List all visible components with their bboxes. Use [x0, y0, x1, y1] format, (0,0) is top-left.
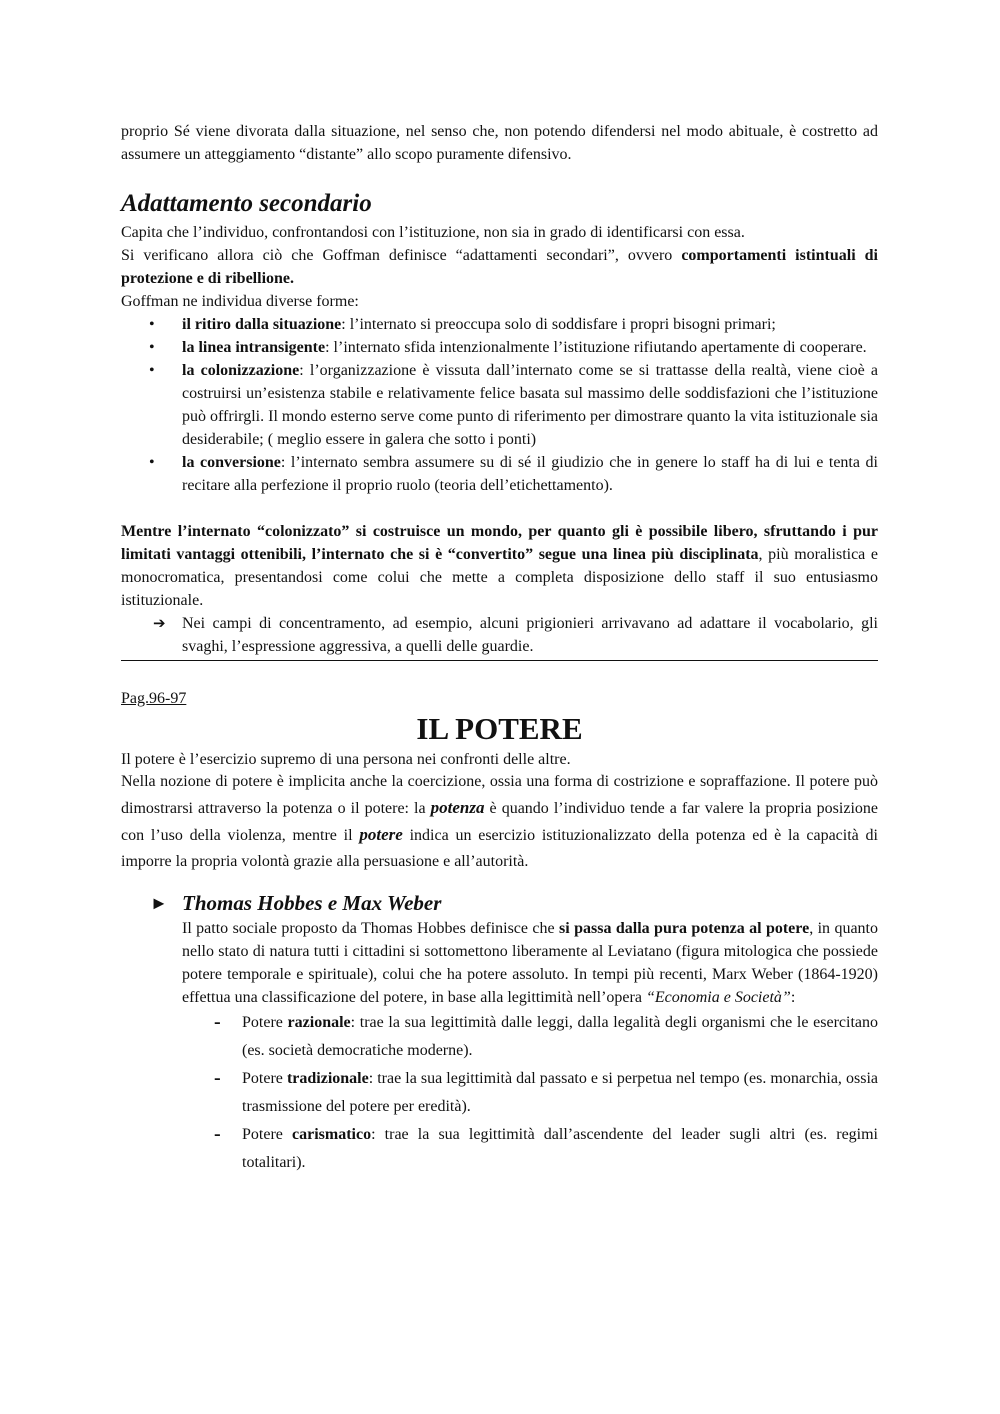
adattamento-p2-bold: comportamenti istintuali di protezione e di ribellione. [121, 247, 879, 287]
page-content [121, 120, 878, 1177]
intro-paragraph: proprio Sé viene divorata dalla situazione, nel senso che, non potendo difendersi nel modo abituale, è costretto ad assumere un atteggiamento “distante” allo scopo puramente difensivo. [121, 123, 878, 163]
bullet-icon: • [149, 454, 155, 471]
adattamento-paragraph-3: Goffman ne individua diverse forme: [121, 293, 359, 310]
list-item [182, 1009, 878, 1065]
hobbes-bold: si passa dalla pura potenza al potere [559, 920, 810, 937]
type-text: : trae la sua legittimità dalle leggi, dalla legalità degli organismi che le esercitano (es. società democratiche moderne). [242, 1014, 878, 1059]
conclusion-bold: Mentre l’internato “colonizzato” si costruisce un mondo, per quanto gli è possibile libero, sfruttando i pur limitati vantaggi ottenibili, l’internato che si è “convertito” segue una linea più disciplinata [121, 523, 878, 563]
list-item [182, 1065, 878, 1121]
list-item [182, 1121, 878, 1177]
page-title: IL POTERE [416, 711, 583, 746]
subsection-heading [150, 889, 878, 917]
potere-p2-text-b: è quando l’individuo tende a far valere la propria posizione con l’uso della violenza, mentre il [121, 800, 878, 844]
potere-p2-text-c: indica un esercizio istituzionalizzato della potenza ed è la capacità di imporre la propria volontà grazie alla persuasione e all’autorità. [121, 827, 878, 870]
hobbes-text-b: , in quanto nello stato di natura tutti i cittadini si sottomettono liberamente al Leviatano (figura mitologica che possiede potere temporale e spirituale), colui che ha potere assoluto. In tempi più recenti, Marx Weber (1864-1920) effettua una classificazione del potere, in base alla legittimità nell’opera [182, 920, 878, 1006]
section-heading-adattamento: Adattamento secondario [121, 190, 372, 217]
bullet-icon: • [149, 339, 155, 356]
type-text: : trae la sua legittimità dal passato e si perpetua nel tempo (es. monarchia, ossia trasmissione del potere per eredità). [242, 1070, 879, 1115]
type-term: carismatico [292, 1126, 372, 1143]
type-pre: Potere [242, 1126, 293, 1143]
list-item [121, 451, 878, 497]
potere-p2-text-a: Nella nozione di potere è implicita anche la coercizione, ossia una forma di costrizione e sopraffazione. Il potere può dimostrarsi attraverso la potenza o il potere: la [121, 773, 878, 817]
conclusion-paragraph [121, 520, 878, 612]
spacer [121, 497, 878, 520]
type-term: razionale [287, 1014, 351, 1031]
dash-bullet-icon: - [214, 1067, 221, 1089]
arrow-note-text: Nei campi di concentramento, ad esempio, alcuni prigionieri arrivavano ad adattare il vocabolario, gli svaghi, l’espressione aggressiva, a quelli delle guardie. [182, 615, 878, 655]
list-item [121, 336, 878, 359]
list-item [121, 313, 878, 336]
page-reference: Pag.96-97 [121, 690, 187, 707]
adattamento-p2-text: Si verificano allora ciò che Goffman definisce “adattamenti secondari”, ovvero [121, 247, 682, 264]
subsection-heading-text: Thomas Hobbes e Max Weber [182, 891, 442, 915]
form-term: la linea intransigente [182, 339, 326, 356]
hobbes-text-c: : [790, 989, 796, 1006]
form-text: : l’internato sfida intenzionalmente l’istituzione rifiutando apertamente di cooperare. [325, 339, 867, 356]
type-pre: Potere [242, 1070, 287, 1087]
hobbes-weber-section [150, 889, 879, 1177]
term-potere: potere [359, 825, 403, 844]
forms-list [121, 313, 878, 497]
type-term: tradizionale [286, 1070, 369, 1087]
form-term: il ritiro dalla situazione [182, 316, 342, 333]
dash-bullet-icon: - [214, 1123, 221, 1145]
form-term: la conversione [182, 454, 281, 471]
form-term: la colonizzazione [182, 362, 300, 379]
type-pre: Potere [242, 1014, 288, 1031]
book-title: “Economia e Società” [645, 989, 791, 1006]
adattamento-paragraph-1: Capita che l’individuo, confrontandosi con l’istituzione, non sia in grado di identificarsi con essa. [121, 224, 745, 241]
conclusion-text: , più moralistica e monocromatica, presentandosi come colui che mette a completa disposizione dello staff il suo entusiasmo istituzionale. [121, 546, 878, 609]
form-text: : l’internato si preoccupa solo di soddisfare i propri bisogni primari; [341, 316, 776, 333]
hobbes-paragraph [182, 917, 878, 1009]
hobbes-text-a: Il patto sociale proposto da Thomas Hobbes definisce che [182, 920, 560, 937]
form-text: : l’internato sembra assumere su di sé il giudizio che in genere lo staff ha di lui e tenta di recitare alla perfezione il proprio ruolo (teoria dell’etichettamento). [182, 454, 878, 494]
adattamento-paragraph-2 [121, 244, 878, 290]
power-types-list [182, 1009, 878, 1177]
arrow-note [121, 612, 878, 661]
term-potenza: potenza [430, 798, 485, 817]
list-item [121, 359, 878, 451]
dash-bullet-icon: - [214, 1011, 221, 1033]
arrow-right-icon: ➔ [153, 614, 166, 632]
type-text: : trae la sua legittimità dall’ascendente del leader sugli altri (es. regimi totalitari). [242, 1126, 879, 1171]
bullet-icon: • [149, 316, 155, 333]
potere-paragraph-1: Il potere è l’esercizio supremo di una persona nei confronti delle altre. [121, 751, 571, 768]
potere-paragraph-2 [121, 769, 878, 875]
bullet-icon: • [149, 362, 155, 379]
triangle-right-icon: ► [150, 893, 168, 913]
form-text: : l’organizzazione è vissuta dall’internato come se si trattasse della realtà, viene cioè a costruirsi un’esistenza stabile e relativamente felice basata sul massimo delle soddisfazioni che l’istituzione può offrirgli. Il mondo esterno serve come punto di riferimento per dimostrare quanto la vita istituzionale sia desiderabile; ( meglio essere in galera che sotto i ponti) [182, 362, 879, 448]
